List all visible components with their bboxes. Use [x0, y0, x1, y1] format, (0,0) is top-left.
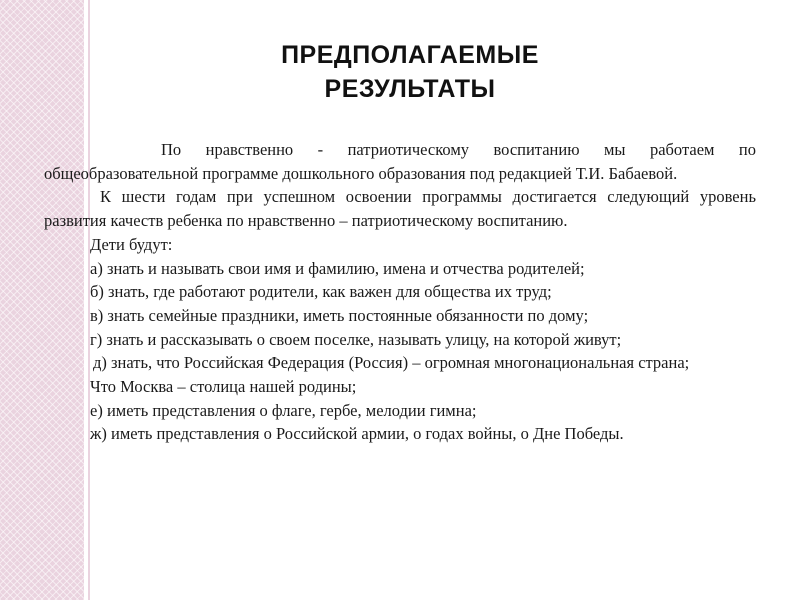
list-item-a: а) знать и называть свои имя и фамилию, имена и отчества родителей;: [90, 258, 585, 278]
slide-title: [220, 38, 600, 106]
list-intro: Дети будут:: [90, 234, 173, 254]
list-item-v: в) знать семейные праздники, иметь постоянные обязанности по дому;: [90, 305, 589, 325]
list-item-zh: ж) иметь представления о Российской армии, о годах войны, о Дне Победы.: [90, 424, 624, 444]
list-item-g: г) знать и рассказывать о своем поселке, называть улицу, на которой живут;: [90, 329, 622, 349]
list-item-e: е) иметь представления о флаге, гербе, мелодии гимна;: [90, 400, 477, 420]
list-item-b: б) знать, где работают родители, как важен для общества их труд;: [90, 282, 552, 302]
title-line-2: РЕЗУЛЬТАТЫ: [324, 75, 496, 103]
paragraph-program: По нравственно - патриотическому воспитанию мы работаем по общеобразовательной программе дошкольного образования под редакцией Т.И. Бабаевой.: [44, 140, 756, 183]
list-item-moscow: Что Москва – столица нашей родины;: [90, 377, 357, 397]
paragraph-level: К шести годам при успешном освоении программы достигается следующий уровень развития качеств ребенка по нравственно – патриотическому воспитанию.: [44, 187, 756, 231]
title-line-1: ПРЕДПОЛАГАЕМЫЕ: [281, 41, 539, 69]
slide-body: [44, 138, 756, 446]
list-item-d: д) знать, что Российская Федерация (Россия) – огромная многонациональная страна;: [93, 353, 690, 373]
